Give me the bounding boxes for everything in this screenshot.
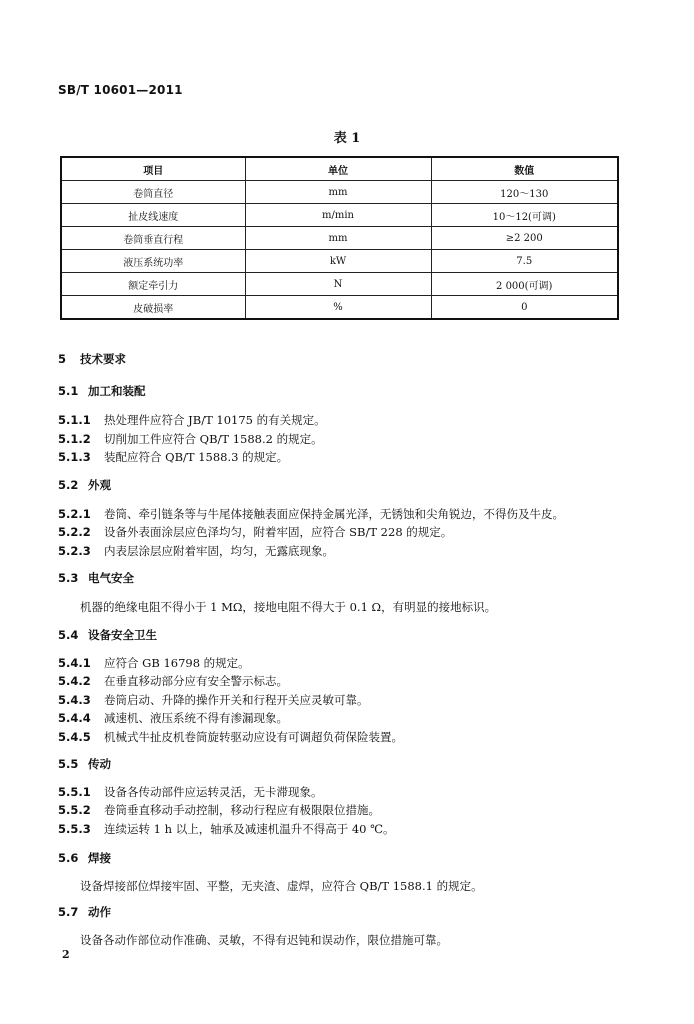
table-cell: mm <box>245 227 431 250</box>
table-cell: N <box>245 273 431 296</box>
table-row <box>61 227 618 250</box>
table-cell: 120～130 <box>431 181 618 204</box>
table-cell: 皮破损率 <box>61 296 245 320</box>
clause: 5.4.1 应符合 GB 16798 的规定。 <box>58 656 250 670</box>
table-cell: 卷筒直径 <box>61 181 245 204</box>
paragraph: 设备焊接部位焊接牢固、平整，无夹渣、虚焊，应符合 QB/T 1588.1 的规定。 <box>80 879 483 893</box>
clause: 5.4.3 卷筒启动、升降的操作开关和行程开关应灵敏可靠。 <box>58 693 369 707</box>
section-heading: 5.3 电气安全 <box>58 571 134 585</box>
table-cell: 液压系统功率 <box>61 250 245 273</box>
section-heading: 5.6 焊接 <box>58 851 111 865</box>
clause: 5.1.1 热处理件应符合 JB/T 10175 的有关规定。 <box>58 413 326 427</box>
column-header-value: 数值 <box>431 157 618 181</box>
clause: 5.4.5 机械式牛扯皮机卷筒旋转驱动应设有可调超负荷保险装置。 <box>58 730 403 744</box>
table-row <box>61 181 618 204</box>
column-header-unit: 单位 <box>245 157 431 181</box>
standard-code: SB/T 10601—2011 <box>58 83 183 97</box>
table-cell: kW <box>245 250 431 273</box>
clause: 5.1.2 切削加工件应符合 QB/T 1588.2 的规定。 <box>58 432 323 446</box>
section-heading: 5.1 加工和装配 <box>58 384 146 398</box>
table-row <box>61 296 618 320</box>
table-cell: ≥2 200 <box>431 227 618 250</box>
clause: 5.5.1 设备各传动部件应运转灵活，无卡滞现象。 <box>58 785 323 799</box>
table-cell: 卷筒垂直行程 <box>61 227 245 250</box>
table-cell: 额定牵引力 <box>61 273 245 296</box>
table-cell: % <box>245 296 431 320</box>
table-cell: 2 000(可调) <box>431 273 618 296</box>
clause: 5.4.2 在垂直移动部分应有安全警示标志。 <box>58 674 288 688</box>
spec-table <box>60 156 619 320</box>
section-heading: 5.2 外观 <box>58 478 111 492</box>
page-number: 2 <box>62 948 70 961</box>
table-header-row <box>61 157 618 181</box>
clause: 5.5.2 卷筒垂直移动手动控制，移动行程应有极限限位措施。 <box>58 803 380 817</box>
clause: 5.2.1 卷筒、牵引链条等与牛尾体接触表面应保持金属光泽，无锈蚀和尖角锐边，不得伤及牛皮。 <box>58 507 564 521</box>
section-heading: 5 技术要求 <box>58 352 126 366</box>
paragraph: 设备各动作部位动作准确、灵敏，不得有迟钝和误动作，限位措施可靠。 <box>80 933 448 947</box>
clause: 5.4.4 减速机、液压系统不得有渗漏现象。 <box>58 711 288 725</box>
table-row <box>61 204 618 227</box>
clause: 5.2.2 设备外表面涂层应色泽均匀，附着牢固，应符合 SB/T 228 的规定。 <box>58 525 453 539</box>
clause: 5.5.3 连续运转 1 h 以上，轴承及减速机温升不得高于 40 ℃。 <box>58 822 395 836</box>
table-cell: 0 <box>431 296 618 320</box>
table-cell: mm <box>245 181 431 204</box>
table-row <box>61 250 618 273</box>
table-row <box>61 273 618 296</box>
section-heading: 5.7 动作 <box>58 905 111 919</box>
section-heading: 5.4 设备安全卫生 <box>58 628 157 642</box>
table-cell: 扯皮线速度 <box>61 204 245 227</box>
table-cell: 7.5 <box>431 250 618 273</box>
clause: 5.2.3 内表层涂层应附着牢固，均匀，无露底现象。 <box>58 544 334 558</box>
table-caption: 表 1 <box>333 131 361 146</box>
clause: 5.1.3 装配应符合 QB/T 1588.3 的规定。 <box>58 450 289 464</box>
table-cell: 10～12(可调) <box>431 204 618 227</box>
table-cell: m/min <box>245 204 431 227</box>
paragraph: 机器的绝缘电阻不得小于 1 MΩ，接地电阻不得大于 0.1 Ω，有明显的接地标识。 <box>80 600 497 614</box>
column-header-item: 项目 <box>61 157 245 181</box>
section-heading: 5.5 传动 <box>58 757 111 771</box>
